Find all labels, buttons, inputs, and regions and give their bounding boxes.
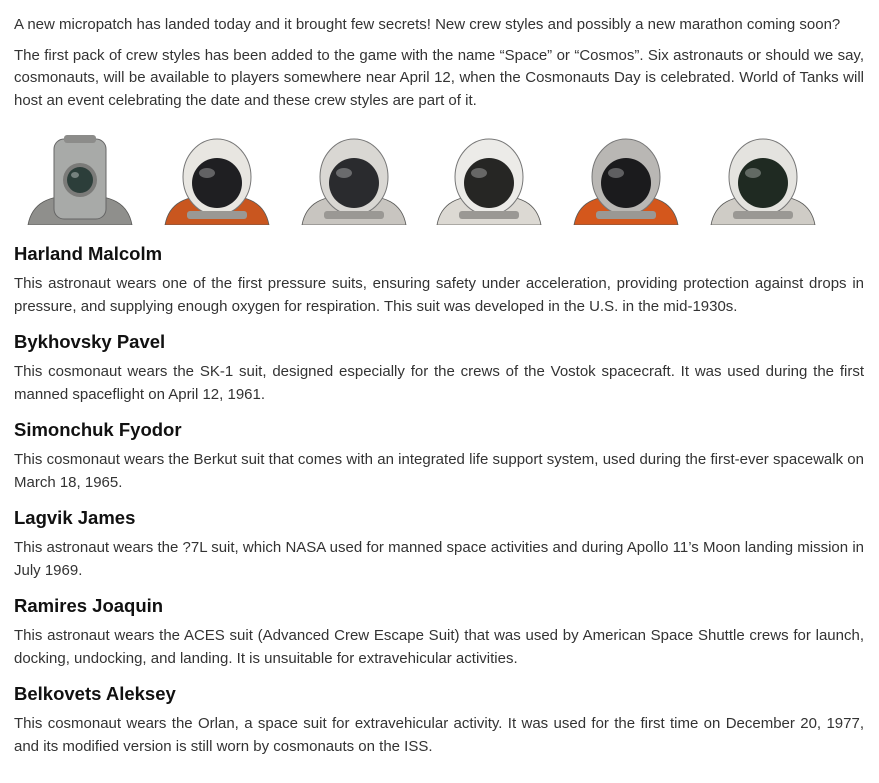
neck-ring [596,211,656,219]
neck-ring [733,211,793,219]
portrait-lagvik-james [429,135,549,225]
crew-entry [14,331,864,406]
visor-highlight [471,168,487,178]
portrait-simonchuk-fyodor [294,135,414,225]
a7l-helmet-icon [429,135,549,225]
neck-ring [459,211,519,219]
crew-description: This astronaut wears the ACES suit (Advanced Crew Escape Suit) that was used by American Space Shuttle crews for launch, docking, undocking, and landing. It is unsuitable for extravehicular activities. [14,627,864,667]
crew-name: Belkovets Aleksey [14,683,176,704]
crew-entry [14,507,864,582]
helmet-visor [601,158,651,208]
visor-highlight [745,168,761,178]
neck-ring [324,211,384,219]
helmet-visor [738,158,788,208]
helmet-cap [64,135,96,143]
aces-helmet-icon [566,135,686,225]
crew-name: Ramires Joaquin [14,595,164,616]
crew-description: This cosmonaut wears the Orlan, a space suit for extravehicular activity. It was used for the first time on December 20, 1977, and its modified version is still worn by cosmonauts on the ISS. [14,715,864,755]
article [14,0,864,758]
crew-name: Harland Malcolm [14,243,163,264]
viewport-glass [67,167,93,193]
crew-entry [14,595,864,670]
crew-description: This astronaut wears the ?7L suit, which NASA used for manned space activities and during Apollo 11’s Moon landing mission in July 1969. [14,539,864,579]
intro-paragraph: A new micropatch has landed today and it brought few secrets! New crew styles and possibly a new marathon coming soon? [14,16,841,33]
diving-style-pressure-helmet-icon [20,135,140,225]
crew-name: Bykhovsky Pavel [14,331,166,352]
helmet-visor [329,158,379,208]
crew-portraits-strip [14,135,864,225]
crew-name: Lagvik James [14,507,136,528]
portrait-bykhovsky-pavel [157,135,277,225]
crew-entry [14,419,864,494]
crew-entry [14,243,864,318]
crew-description: This astronaut wears one of the first pressure suits, ensuring safety under acceleration, providing protection against drops in pressure, and supplying enough oxygen for respiration. This suit was developed in the U.S. in the mid-1930s. [14,275,864,315]
visor-highlight [199,168,215,178]
visor-highlight [608,168,624,178]
crew-description: This cosmonaut wears the Berkut suit that comes with an integrated life support system, used during the first-ever spacewalk on March 18, 1965. [14,451,864,491]
orlan-helmet-icon [703,135,823,225]
neck-ring [187,211,247,219]
crew-description: This cosmonaut wears the SK-1 suit, designed especially for the crews of the Vostok spacecraft. It was used during the first manned spaceflight on April 12, 1961. [14,363,864,403]
berkut-helmet-icon [294,135,414,225]
crew-name: Simonchuk Fyodor [14,419,182,440]
intro-paragraph: The first pack of crew styles has been added to the game with the name “Space” or “Cosmos”. Six astronauts or should we say, cosmonauts, will be available to players somewhere near April 12, when the Cosmonauts Day is celebrated. World of Tanks will host an event celebrating the date and these crew styles are part of it. [14,46,864,109]
visor-highlight [336,168,352,178]
helmet-visor [464,158,514,208]
glass-highlight [71,172,79,178]
portrait-harland-malcolm [20,135,140,225]
portrait-belkovets-aleksey [703,135,823,225]
portrait-ramires-joaquin [566,135,686,225]
helmet-visor [192,158,242,208]
sk1-helmet-icon [157,135,277,225]
crew-entry [14,683,864,758]
